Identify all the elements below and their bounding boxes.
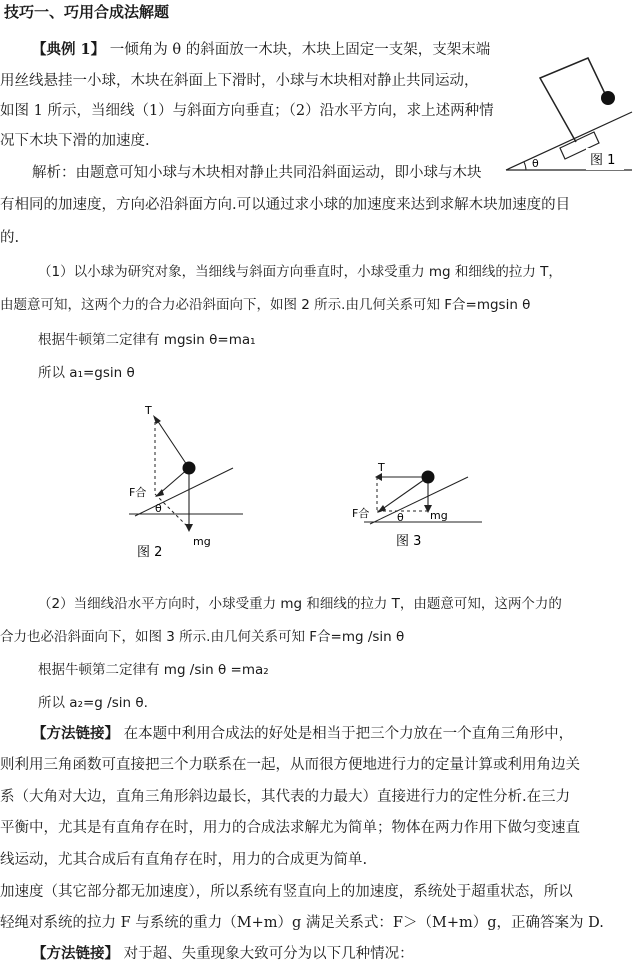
case2-line-1: （2）当细线沿水平方向时，小球受重力 mg 和细线的拉力 T，由题意可知，这两个力的 xyxy=(38,596,562,612)
fig1-ball xyxy=(601,91,615,105)
case2-line-3: 根据牛顿第二定律有 mg /sin θ =ma₂ xyxy=(38,662,269,678)
fig3-net-force xyxy=(381,477,428,510)
fig2-ball xyxy=(183,462,196,475)
figure-2 xyxy=(125,400,255,565)
case1-line-3: 根据牛顿第二定律有 mgsin θ=ma₁ xyxy=(38,332,256,348)
fig2-caption: 图 2 xyxy=(137,545,163,560)
case1-line-4: 所以 a₁=gsin θ xyxy=(38,365,135,381)
fig3-label-F: F合 xyxy=(352,507,370,520)
fig2-tension-arrow xyxy=(153,415,161,424)
fig2-label-mg: mg xyxy=(193,535,211,548)
method-line-4: 平衡中，尤其是有直角存在时，用力的合成法求解尤为简单；物体在两力作用下做匀变速直 xyxy=(0,820,580,836)
case2-line-2: 合力也必沿斜面向下，如图 3 所示.由几何关系可知 F合=mg /sin θ xyxy=(0,629,405,645)
fig3-caption: 图 3 xyxy=(396,534,422,549)
figure-3 xyxy=(350,455,490,605)
fig1-stand xyxy=(540,58,608,142)
fig2-incline xyxy=(135,468,233,516)
fig1-angle-arc xyxy=(524,162,526,170)
section-title: 技巧一、巧用合成法解题 xyxy=(4,3,170,21)
method2-text-1: 对于超、失重现象大致可分为以下几种情况： xyxy=(123,946,414,962)
method-line-5: 线运动，尤其合成后有直角存在时，用力的合成更为简单. xyxy=(0,852,368,868)
fig3-ball xyxy=(422,471,435,484)
example-text-1: 一倾角为 θ 的斜面放一木块，木块上固定一支架，支架末端 xyxy=(109,42,491,58)
fig2-label-theta: θ xyxy=(155,502,162,515)
example-line-4: 况下木块下滑的加速度. xyxy=(0,133,150,149)
method-tag: 【方法链接】 xyxy=(32,725,119,742)
analysis-line-2: 有相同的加速度，方向必沿斜面方向.可以通过求小球的加速度来达到求解木块加速度的目 xyxy=(0,197,571,213)
fig1-theta: θ xyxy=(532,157,539,170)
example-line-3: 如图 1 所示，当细线（1）与斜面方向垂直；（2）沿水平方向，求上述两种情 xyxy=(0,103,494,119)
fig3-label-theta: θ xyxy=(397,511,404,524)
fig2-gravity-arrow xyxy=(185,524,193,532)
extra-line-2: 轻绳对系统的拉力 F 与系统的重力（M+m）g 满足关系式：F＞（M+m）g，正确答案为 D. xyxy=(0,915,604,931)
fig3-label-T: T xyxy=(378,461,385,474)
case1-line-1: （1）以小球为研究对象，当细线与斜面方向垂直时，小球受重力 mg 和细线的拉力 T， xyxy=(38,264,562,280)
fig3-label-mg: mg xyxy=(430,509,448,522)
figure-1 xyxy=(500,40,640,180)
example-line-2: 用丝线悬挂一小球，木块在斜面上下滑时，小球与木块相对静止共同运动， xyxy=(0,73,479,89)
fig3-tension-arrow xyxy=(375,473,382,481)
case1-line-2: 由题意可知，这两个力的合力必沿斜面向下，如图 2 所示.由几何关系可知 F合=mgsin θ xyxy=(0,297,531,313)
method-line-2: 则利用三角函数可直接把三个力联系在一起，从而很方便地进行力的定量计算或利用角边关 xyxy=(0,757,580,773)
fig2-string xyxy=(157,420,189,468)
fig3-net-arrow xyxy=(377,505,386,513)
fig2-label-T: T xyxy=(145,404,152,417)
fig2-label-F: F合 xyxy=(129,486,147,499)
example-tag: 【典例 1】 xyxy=(32,41,106,58)
analysis-line-3: 的. xyxy=(0,230,20,246)
method-text-1: 在本题中利用合成法的好处是相当于把三个力放在一个直角三角形中， xyxy=(123,726,574,742)
analysis-line-1: 解析：由题意可知小球与木块相对静止共同沿斜面运动，即小球与木块 xyxy=(32,165,482,181)
example-line-1 xyxy=(32,40,490,60)
case2-line-4: 所以 a₂=g /sin θ. xyxy=(38,695,148,711)
method2-line-1 xyxy=(32,944,414,964)
fig3-incline xyxy=(370,477,468,524)
method-line-3: 系（大角对大边，直角三角形斜边最长，其代表的力最大）直接进行力的定性分析.在三力 xyxy=(0,789,571,805)
method2-tag: 【方法链接】 xyxy=(32,945,119,962)
method-line-1 xyxy=(32,724,573,744)
extra-line-1: 加速度（其它部分都无加速度），所以系统有竖直向上的加速度，系统处于超重状态，所以 xyxy=(0,884,573,900)
fig1-caption: 图 1 xyxy=(590,153,616,168)
